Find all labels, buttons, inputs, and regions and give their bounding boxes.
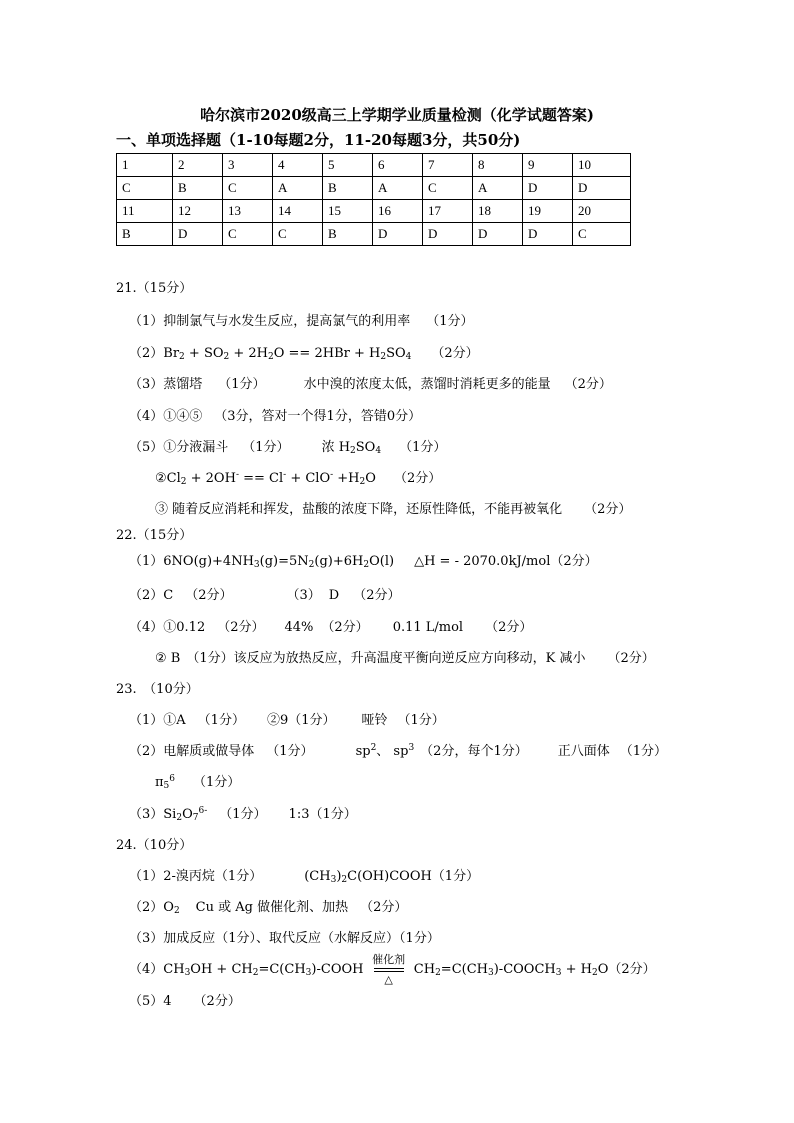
answer-cell: C bbox=[223, 177, 273, 200]
answer-cell: B bbox=[323, 177, 373, 200]
text: O bbox=[365, 471, 376, 486]
score: （1分） bbox=[193, 775, 241, 790]
q21-5: （5）①分液漏斗 （1分） 浓 $H_2SO_4$ （1分） bbox=[129, 440, 447, 456]
text: （5）4 bbox=[129, 994, 172, 1009]
answer-cell: C bbox=[273, 223, 323, 246]
score: （1分） bbox=[266, 744, 314, 759]
text: OH + CH bbox=[190, 962, 253, 977]
text: )-COOH bbox=[311, 962, 364, 977]
q24-5 bbox=[129, 994, 241, 1010]
text: =C(CH bbox=[440, 962, 488, 977]
answer-cell: A bbox=[373, 177, 423, 200]
q21-5-2: $②Cl_2 + 2OH^- == Cl^- + ClO^- +H_2O$ （2分） bbox=[155, 470, 442, 487]
q23-2-2: $\pi_5^6$ （1分） bbox=[155, 774, 241, 791]
answer-cell: 3 bbox=[223, 154, 273, 177]
score: （2分） bbox=[193, 994, 241, 1009]
text: +H bbox=[333, 471, 360, 486]
text: + 2OH bbox=[186, 471, 236, 486]
score: （1分） bbox=[219, 807, 267, 822]
text: =C(CH bbox=[258, 962, 306, 977]
q21-4 bbox=[129, 409, 421, 425]
text: C(OH)COOH（1分） bbox=[347, 869, 480, 884]
text: （3）Si bbox=[129, 807, 177, 822]
text: 浓 H bbox=[321, 440, 351, 455]
text: 44% bbox=[284, 620, 314, 635]
text: ②9（1分） bbox=[266, 713, 336, 728]
answer-cell: B bbox=[323, 223, 373, 246]
text: O（2分） bbox=[597, 962, 656, 977]
score: （1分） bbox=[399, 440, 447, 455]
text: （1）2-溴丙烷（1分） bbox=[129, 869, 263, 884]
text: (g)+6H bbox=[314, 554, 364, 569]
q21-5-3 bbox=[155, 502, 631, 518]
answer-row bbox=[117, 154, 631, 177]
q22-4 bbox=[129, 620, 532, 636]
text: 哑铃 bbox=[361, 713, 388, 728]
score: （2分） bbox=[485, 620, 533, 635]
text: （4）CH bbox=[129, 962, 185, 977]
section-heading: 一、单项选择题（1-10每题2分，11-20每题3分，共50分) bbox=[116, 131, 521, 149]
score: （1分） bbox=[397, 713, 445, 728]
q21-1 bbox=[129, 314, 474, 330]
score: （1分） bbox=[242, 440, 290, 455]
score: （3分，答对一个得1分，答错0分） bbox=[214, 409, 422, 424]
text: （5）①分液漏斗 bbox=[129, 440, 229, 455]
answer-row bbox=[117, 200, 631, 223]
text: SO bbox=[355, 440, 376, 455]
text: O bbox=[182, 807, 193, 822]
answer-row bbox=[117, 223, 631, 246]
text: O == 2HBr + H bbox=[273, 346, 381, 361]
q21-heading: 21.（15分） bbox=[116, 281, 193, 296]
text: (CH bbox=[304, 869, 331, 884]
text: 0.11 L/mol bbox=[392, 620, 464, 635]
answer-cell: D bbox=[573, 177, 631, 200]
score: （1分） bbox=[197, 713, 245, 728]
score: （2分） bbox=[431, 346, 479, 361]
text: △H = - 2070.0kJ/mol（2分） bbox=[414, 554, 598, 569]
text: + 2H bbox=[229, 346, 269, 361]
score: （2分） bbox=[564, 377, 612, 392]
answer-cell: D bbox=[473, 223, 523, 246]
score: （2分，每个1分） bbox=[420, 744, 528, 759]
answer-cell: 6 bbox=[373, 154, 423, 177]
text: 正八面体 bbox=[557, 744, 610, 759]
text: + H bbox=[561, 962, 592, 977]
answer-table bbox=[116, 153, 631, 246]
text: （4）①④⑤ bbox=[129, 409, 203, 424]
text: （3）蒸馏塔 bbox=[129, 377, 203, 392]
answer-cell: 13 bbox=[223, 200, 273, 223]
answer-cell: 16 bbox=[373, 200, 423, 223]
answer-row bbox=[117, 177, 631, 200]
score: （1分） bbox=[426, 314, 474, 329]
text: (g)=5N bbox=[259, 554, 309, 569]
text: )-COOCH bbox=[493, 962, 556, 977]
q23-heading: 23. （10分） bbox=[116, 682, 199, 697]
score: （2分） bbox=[360, 900, 408, 915]
answer-cell: C bbox=[423, 177, 473, 200]
answer-cell: C bbox=[573, 223, 631, 246]
q22-1: $(1)6NO(g)+4NH_3(g)=5N_2(g)+6H_2O(l)$ △H = - 2070.0kJ/mol（2分） bbox=[129, 554, 598, 570]
text: CH bbox=[413, 962, 436, 977]
text: ② B bbox=[155, 651, 181, 666]
score: （2分） bbox=[353, 588, 401, 603]
catalyst-label: 催化剂 bbox=[372, 952, 406, 966]
text: SO bbox=[386, 346, 406, 361]
answer-cell: 5 bbox=[323, 154, 373, 177]
text: O(l) bbox=[369, 554, 395, 569]
answer-cell: D bbox=[523, 223, 573, 246]
q24-2: $(2)O_2$ Cu 或 Ag 做催化剂、加热 （2分） bbox=[129, 900, 408, 916]
score: （2分） bbox=[185, 588, 233, 603]
q22-heading: 22.（15分） bbox=[116, 528, 193, 543]
text: （1）抑制氯气与水发生反应，提高氯气的利用率 bbox=[129, 314, 411, 329]
text: == Cl bbox=[238, 471, 284, 486]
score: （2分） bbox=[584, 502, 632, 517]
q23-2: （2）电解质或做导体 （1分） $sp^2$、 $sp^3$ （2分，每个1分） 正八面体 （1分） bbox=[129, 743, 668, 759]
text: （2）O bbox=[129, 900, 174, 915]
text: ②Cl bbox=[155, 471, 181, 486]
answer-cell: 17 bbox=[423, 200, 473, 223]
text: （2）Br bbox=[129, 346, 180, 361]
text: Cu 或 Ag 做催化剂、加热 bbox=[195, 900, 349, 915]
answer-cell: 12 bbox=[173, 200, 223, 223]
answer-cell: 18 bbox=[473, 200, 523, 223]
answer-cell: D bbox=[423, 223, 473, 246]
q24-1: （1）2-溴丙烷（1分） $(CH_3)_2C(OH)COOH(1$分） bbox=[129, 869, 480, 885]
answer-cell: 19 bbox=[523, 200, 573, 223]
score: （2分） bbox=[217, 620, 265, 635]
text: + ClO bbox=[286, 471, 331, 486]
answer-cell: 2 bbox=[173, 154, 223, 177]
score: （2分） bbox=[321, 620, 369, 635]
text: （3）加成反应（1分）、取代反应（水解反应）（1分） bbox=[129, 931, 440, 946]
q23-3: $(3)Si_2O_7^{6-}$ （1分） 1:3（1分） bbox=[129, 806, 357, 823]
text: （1分）该反应为放热反应，升高温度平衡向逆反应方向移动，K 减小 bbox=[186, 651, 586, 666]
answer-cell: 14 bbox=[273, 200, 323, 223]
reaction-arrow bbox=[372, 952, 406, 986]
score: （1分） bbox=[619, 744, 668, 759]
answer-cell: C bbox=[223, 223, 273, 246]
text: （2）C bbox=[129, 588, 174, 603]
q24-4: $(4)CH_3OH$ + $CH_2=C(CH_3)$-COOH 催化剂 △ $CH_2=C(CH_3)-COOCH_3 + H_2O(2$分） bbox=[129, 952, 656, 986]
text: （3） bbox=[286, 588, 321, 603]
text: ) bbox=[336, 869, 342, 884]
answer-cell: D bbox=[173, 223, 223, 246]
text: （2）电解质或做导体 bbox=[129, 744, 255, 759]
text: （1）①A bbox=[129, 713, 186, 728]
answer-cell: A bbox=[273, 177, 323, 200]
answer-cell: 1 bbox=[117, 154, 173, 177]
score: （2分） bbox=[607, 651, 655, 666]
text: ③ 随着反应消耗和挥发，盐酸的浓度下降，还原性降低，不能再被氧化 bbox=[155, 502, 563, 517]
answer-cell: 9 bbox=[523, 154, 573, 177]
answer-cell: 4 bbox=[273, 154, 323, 177]
q23-1 bbox=[129, 713, 445, 729]
answer-cell: C bbox=[117, 177, 173, 200]
q21-2: $(2)Br_2 + SO_2 + 2H_2O == 2HBr + H_2SO_4$ （2分） bbox=[129, 346, 479, 362]
text: 、 sp bbox=[376, 744, 409, 759]
text: （4）①0.12 bbox=[129, 620, 206, 635]
answer-cell: 20 bbox=[573, 200, 631, 223]
score: （1分） bbox=[218, 377, 266, 392]
answer-cell: A bbox=[473, 177, 523, 200]
page-title: 哈尔滨市2020级高三上学期学业质量检测（化学试题答案) bbox=[200, 106, 594, 124]
q24-3 bbox=[129, 931, 440, 947]
text: D bbox=[328, 588, 340, 603]
q24-heading: 24.（10分） bbox=[116, 838, 193, 853]
q21-3 bbox=[129, 377, 612, 393]
text: （1）6NO(g)+4NH bbox=[129, 554, 254, 569]
answer-cell: 11 bbox=[117, 200, 173, 223]
text: sp bbox=[355, 744, 371, 759]
answer-cell: 10 bbox=[573, 154, 631, 177]
text: π bbox=[155, 775, 164, 790]
q22-2-3 bbox=[129, 588, 401, 604]
answer-cell: D bbox=[523, 177, 573, 200]
text: + SO bbox=[184, 346, 224, 361]
answer-cell: 8 bbox=[473, 154, 523, 177]
heat-label: △ bbox=[384, 972, 393, 986]
text: 水中溴的浓度太低，蒸馏时消耗更多的能量 bbox=[303, 377, 551, 392]
answer-cell: 7 bbox=[423, 154, 473, 177]
answer-cell: B bbox=[173, 177, 223, 200]
text: 1:3（1分） bbox=[288, 807, 357, 822]
answer-cell: 15 bbox=[323, 200, 373, 223]
score: （2分） bbox=[393, 471, 442, 486]
q22-4-2 bbox=[155, 651, 655, 667]
answer-cell: D bbox=[373, 223, 423, 246]
answer-cell: B bbox=[117, 223, 173, 246]
